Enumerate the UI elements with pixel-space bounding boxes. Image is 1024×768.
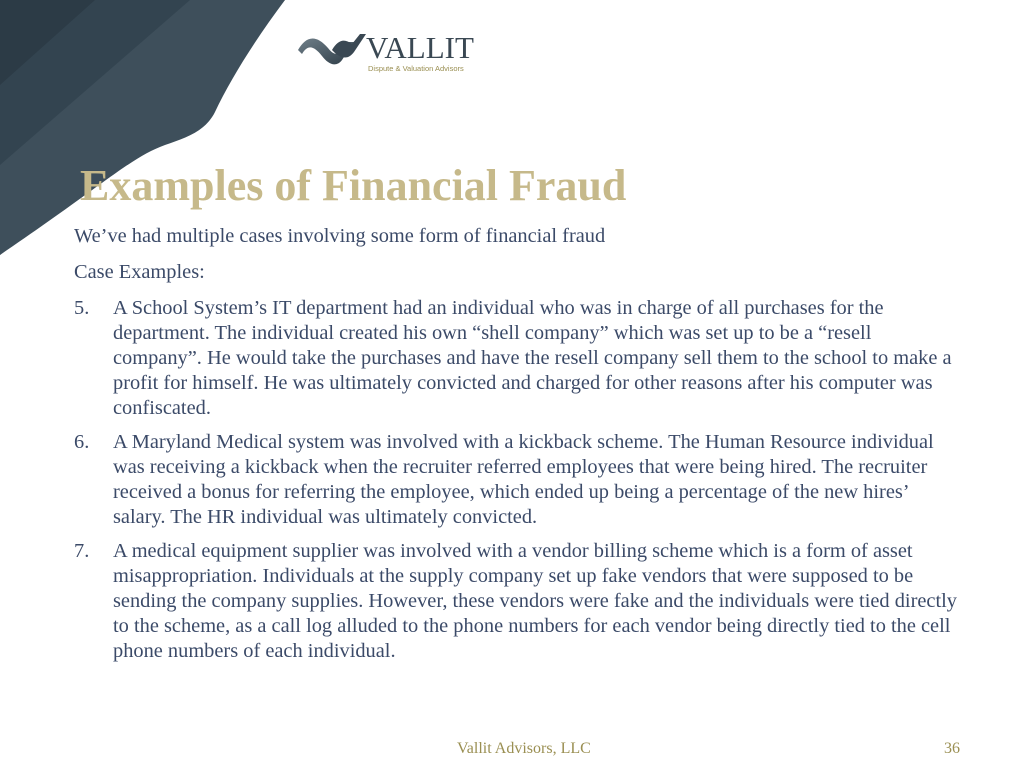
svg-text:VALLIT: VALLIT (366, 30, 474, 65)
list-item-number: 6. (74, 431, 90, 453)
list-item-text: A Maryland Medical system was involved with a kickback scheme. The Human Resource individual was receiving a kickback when the recruiter referred employees that were being hired. The recruiter received a bonus for referring the employee, which ended up being a percentage of the new hires’ salary. The HR individual was ultimately convicted. (113, 431, 934, 528)
list-item-number: 7. (74, 540, 90, 562)
footer-page-number: 36 (944, 740, 960, 757)
list-item-number: 5. (74, 297, 90, 319)
list-item-text: A School System’s IT department had an individual who was in charge of all purchases for the department. The individual created his own “shell company” which was set up to be a “resell company”. He would take the purchases and have the resell company sell them to the school to make a profit for himself. He was ultimately convicted and charged for other reasons after his computer was confiscated. (113, 297, 952, 419)
svg-text:Dispute & Valuation Advisors: Dispute & Valuation Advisors (368, 64, 464, 73)
list-item (74, 430, 959, 530)
company-logo (296, 28, 496, 76)
intro-text: We’ve had multiple cases involving some form of financial fraud (74, 225, 606, 247)
list-item (74, 296, 959, 421)
corner-decoration (0, 0, 300, 260)
case-list (74, 296, 959, 664)
slide-body (74, 224, 959, 673)
slide-title: Examples of Financial Fraud (80, 161, 627, 210)
list-item (74, 539, 959, 664)
list-item-text: A medical equipment supplier was involved with a vendor billing scheme which is a form of asset misappropriation. Individuals at the supply company set up fake vendors that were supposed to be sending the company supplies. However, these vendors were fake and the individuals were tied directly to the scheme, as a call log alluded to the phone numbers for each vendor being directly tied to the cell phone numbers of each individual. (113, 540, 958, 662)
case-examples-label: Case Examples: (74, 261, 205, 283)
footer-company-name: Vallit Advisors, LLC (457, 740, 591, 757)
